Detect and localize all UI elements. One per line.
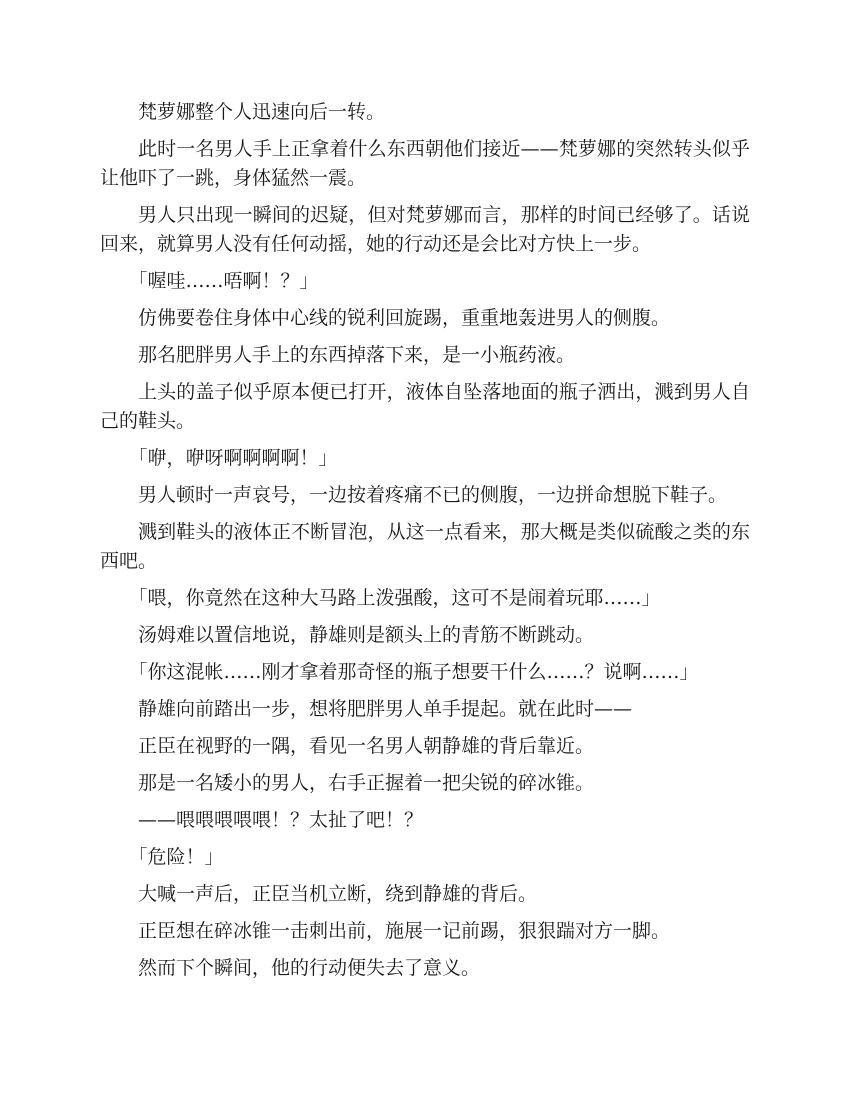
paragraph: 男人顿时一声哀号，一边按着疼痛不已的侧腹，一边拼命想脱下鞋子。 (138, 484, 728, 506)
paragraph: 此时一名男人手上正拿着什么东西朝他们接近——梵萝娜的突然转头似乎让他吓了一跳，身体猛然一震。 (100, 138, 750, 189)
dialog-line: 「咿，咿呀啊啊啊啊！」 (128, 447, 338, 469)
paragraph: 正臣在视野的一隅，看见一名男人朝静雄的背后靠近。 (138, 735, 595, 757)
paragraph: 正臣想在碎冰锥一击刺出前，施展一记前踢，狠狠踹对方一脚。 (138, 920, 671, 942)
dialog-line: 「你这混帐……刚才拿着那奇怪的瓶子想要干什么……？说啊……」 (128, 661, 699, 683)
paragraph: ——喂喂喂喂喂！？太扯了吧！？ (138, 809, 424, 831)
document-page (100, 98, 750, 991)
paragraph: 静雄向前踏出一步，想将肥胖男人单手提起。就在此时—— (138, 698, 633, 720)
paragraph: 汤姆难以置信地说，静雄则是额头上的青筋不断跳动。 (138, 624, 595, 646)
paragraph: 溅到鞋头的液体正不断冒泡，从这一点看来，那大概是类似硫酸之类的东西吧。 (100, 521, 750, 572)
paragraph: 仿佛要卷住身体中心线的锐利回旋踢，重重地轰进男人的侧腹。 (138, 307, 671, 329)
paragraph: 上头的盖子似乎原本便已打开，液体自坠落地面的瓶子洒出，溅到男人自己的鞋头。 (100, 381, 750, 432)
paragraph: 那是一名矮小的男人，右手正握着一把尖锐的碎冰锥。 (138, 772, 595, 794)
paragraph: 梵萝娜整个人迅速向后一转。 (138, 101, 386, 123)
dialog-line: 「危险！」 (128, 846, 224, 868)
paragraph: 然而下个瞬间，他的行动便失去了意义。 (138, 957, 481, 979)
paragraph: 男人只出现一瞬间的迟疑，但对梵萝娜而言，那样的时间已经够了。话说回来，就算男人没有任何动摇，她的行动还是会比对方快上一步。 (100, 204, 750, 255)
dialog-line: 「喂，你竟然在这种大马路上泼强酸，这可不是闹着玩耶……」 (128, 587, 661, 609)
dialog-line: 「喔哇……唔啊！？」 (128, 270, 319, 292)
paragraph: 那名肥胖男人手上的东西掉落下来，是一小瓶药液。 (138, 344, 576, 366)
paragraph: 大喊一声后，正臣当机立断，绕到静雄的背后。 (138, 883, 538, 905)
